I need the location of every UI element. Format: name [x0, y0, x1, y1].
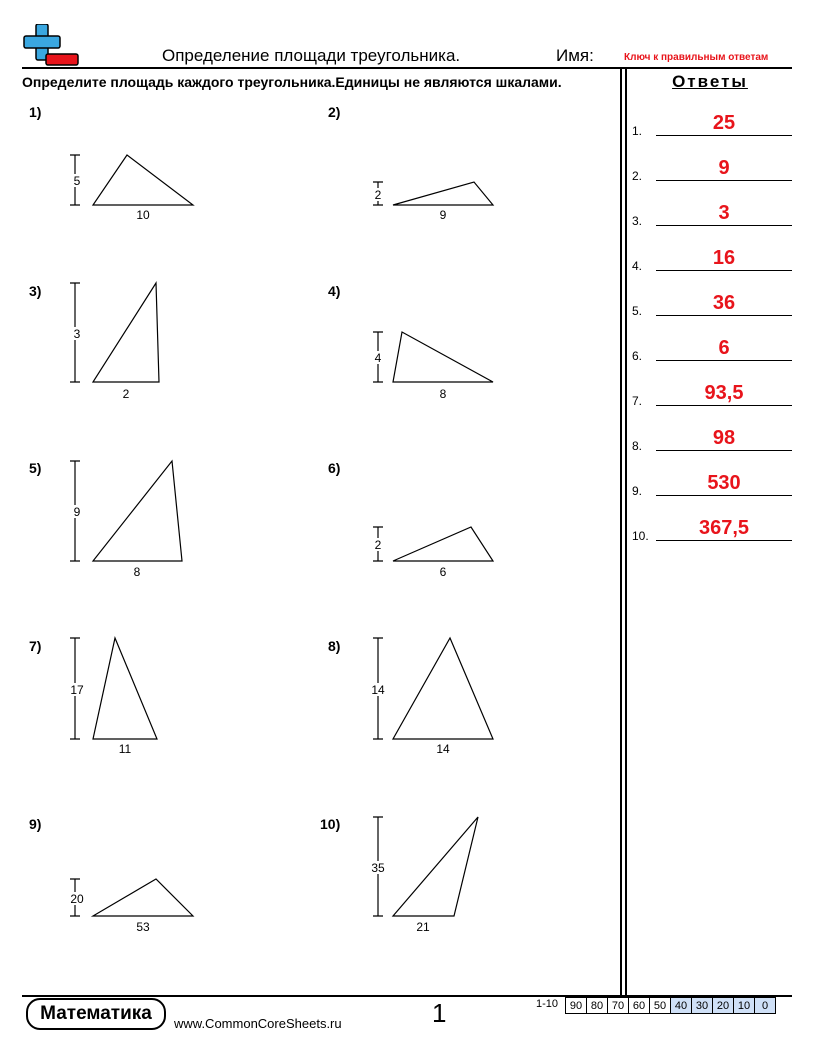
base-label: 2 — [122, 387, 130, 401]
answer-value[interactable]: 367,5 — [698, 517, 750, 539]
base-label: 6 — [439, 565, 447, 579]
answer-number: 9. — [632, 484, 643, 498]
score-cell: 60 — [629, 998, 650, 1014]
answer-number: 6. — [632, 349, 643, 363]
height-label: 20 — [70, 892, 84, 906]
answer-value[interactable]: 3 — [718, 202, 730, 224]
answer-value[interactable]: 25 — [712, 112, 736, 134]
triangle — [393, 527, 493, 561]
score-cell: 70 — [608, 998, 629, 1014]
brand-badge: Математика — [26, 998, 166, 1030]
base-label: 8 — [133, 565, 141, 579]
problem-number: 4) — [328, 283, 341, 299]
triangle — [393, 817, 478, 916]
score-cell: 80 — [587, 998, 608, 1014]
height-label: 14 — [371, 683, 385, 697]
problem-number: 2) — [328, 104, 341, 120]
triangle — [93, 461, 182, 561]
answer-number: 3. — [632, 214, 643, 228]
problem-number: 5) — [29, 460, 42, 476]
problem-number: 9) — [29, 816, 42, 832]
height-label: 2 — [374, 538, 382, 552]
triangle — [93, 638, 157, 739]
page-number: 1 — [432, 998, 447, 1028]
base-label: 9 — [439, 208, 447, 222]
base-label: 53 — [136, 920, 150, 934]
name-label: Имя: — [556, 46, 594, 65]
triangle — [393, 638, 493, 739]
answer-value[interactable]: 36 — [712, 292, 736, 314]
height-label: 35 — [371, 861, 385, 875]
score-cell: 20 — [713, 998, 734, 1014]
answer-value[interactable]: 16 — [712, 247, 736, 269]
triangle — [393, 182, 493, 205]
answer-key-label: Ключ к правильным ответам — [624, 52, 769, 63]
score-cell: 40 — [671, 998, 692, 1014]
score-cell: 0 — [755, 998, 776, 1014]
base-label: 11 — [118, 742, 132, 756]
answer-value[interactable]: 93,5 — [704, 382, 744, 404]
height-label: 3 — [73, 327, 81, 341]
base-label: 21 — [416, 920, 430, 934]
score-range-label: 1-10 — [536, 998, 559, 1010]
problem-number: 8) — [328, 638, 341, 654]
problem-number: 7) — [29, 638, 42, 654]
problem-number: 6) — [328, 460, 341, 476]
height-label: 17 — [70, 683, 84, 697]
answer-value[interactable]: 98 — [712, 427, 736, 449]
base-label: 10 — [136, 208, 150, 222]
height-label: 4 — [374, 351, 382, 365]
triangle — [93, 283, 159, 382]
score-cell: 10 — [734, 998, 755, 1014]
score-cell: 30 — [692, 998, 713, 1014]
problem-number: 10) — [320, 816, 341, 832]
answer-value[interactable]: 530 — [707, 472, 741, 494]
triangle — [393, 332, 493, 382]
score-row — [566, 998, 776, 1014]
triangle — [93, 879, 193, 916]
score-cell: 50 — [650, 998, 671, 1014]
site-link[interactable]: www.CommonCoreSheets.ru — [174, 1016, 342, 1031]
triangle — [93, 155, 193, 205]
answer-number: 8. — [632, 439, 643, 453]
answer-number: 5. — [632, 304, 643, 318]
height-label: 5 — [73, 174, 81, 188]
answer-number: 10. — [632, 529, 649, 543]
instructions: Определите площадь каждого треугольника.Единицы не являются шкалами. — [22, 74, 562, 90]
height-label: 2 — [374, 188, 382, 202]
base-label: 8 — [439, 387, 447, 401]
answer-number: 4. — [632, 259, 643, 273]
score-table — [565, 997, 776, 1014]
score-cell: 90 — [566, 998, 587, 1014]
answer-number: 1. — [632, 124, 643, 138]
answer-value[interactable]: 9 — [718, 157, 730, 179]
answer-number: 7. — [632, 394, 643, 408]
answer-value[interactable]: 6 — [718, 337, 730, 359]
answers-title: Ответы — [672, 72, 748, 91]
problem-number: 1) — [29, 104, 42, 120]
worksheet-title: Определение площади треугольника. — [162, 46, 461, 65]
base-label: 14 — [436, 742, 450, 756]
problem-number: 3) — [29, 283, 42, 299]
answer-number: 2. — [632, 169, 643, 183]
height-label: 9 — [73, 505, 81, 519]
